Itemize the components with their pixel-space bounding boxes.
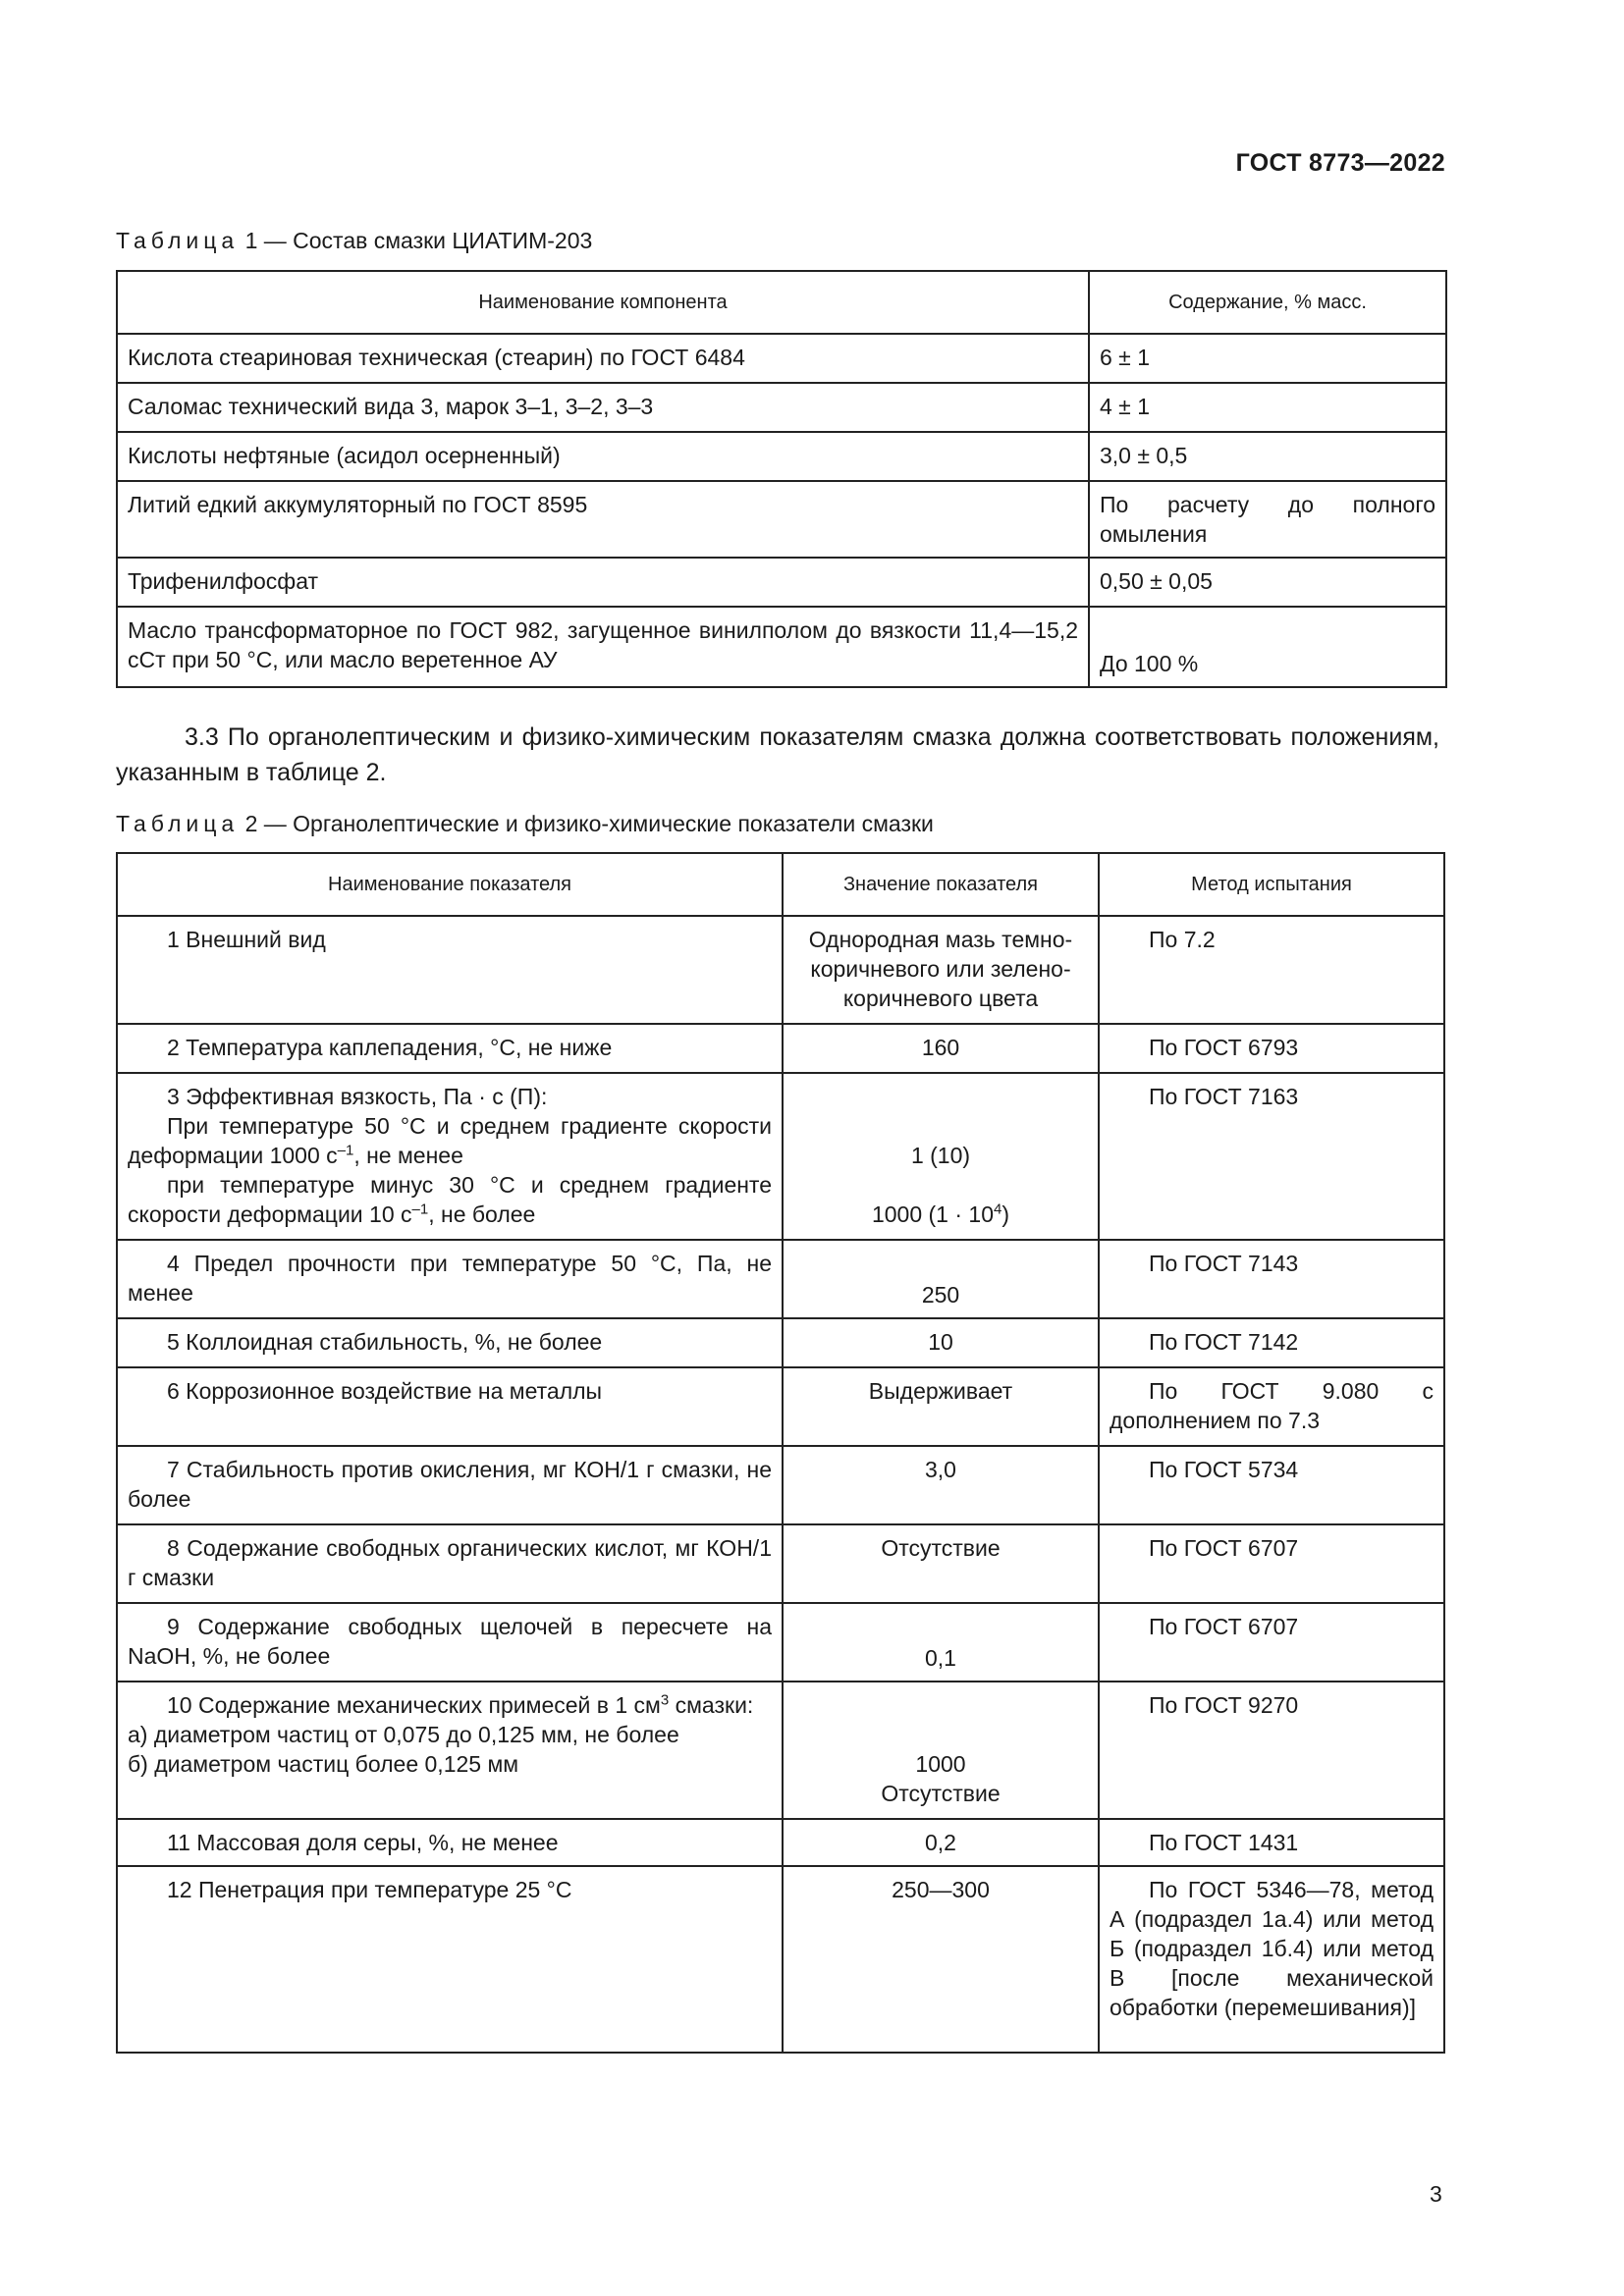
r3-line-a xyxy=(128,1111,772,1170)
table-row xyxy=(117,1524,1444,1603)
table1-caption-text: 1 — Состав смазки ЦИАТИМ-203 xyxy=(239,228,593,253)
table-row xyxy=(117,558,1446,607)
r10-name xyxy=(128,1690,772,1720)
table1-cell: Саломас технический вида 3, марок 3–1, 3–2, 3–3 xyxy=(117,383,1089,432)
table1-cell: Кислота стеариновая техническая (стеарин) по ГОСТ 6484 xyxy=(117,334,1089,383)
r3-a-exp: –1 xyxy=(337,1142,354,1159)
r3-vb-text: 1000 (1 · 10 xyxy=(871,1201,994,1227)
table-row xyxy=(117,1240,1444,1318)
table2-header-method: Метод испытания xyxy=(1099,853,1444,916)
table1-caption-word: Таблица xyxy=(116,228,240,253)
table2-caption-text: 2 — Органолептические и физико-химические показатели смазки xyxy=(239,811,934,836)
r9-method: По ГОСТ 6707 xyxy=(1099,1603,1444,1682)
table1-cell: 6 ± 1 xyxy=(1089,334,1446,383)
r3-name-cell xyxy=(117,1073,783,1240)
r1-name: 1 Внешний вид xyxy=(117,916,783,1024)
r3-name: 3 Эффективная вязкость, Па · с (П): xyxy=(167,1084,548,1109)
r6-value: Выдерживает xyxy=(783,1367,1099,1446)
r8-method: По ГОСТ 6707 xyxy=(1099,1524,1444,1603)
table1-cell: Литий едкий аккумуляторный по ГОСТ 8595 xyxy=(117,481,1089,558)
r10-line-b: б) диаметром частиц более 0,125 мм xyxy=(128,1751,519,1777)
table1-header-content: Содержание, % масс. xyxy=(1089,271,1446,334)
table1-cell: Кислоты нефтяные (асидол осерненный) xyxy=(117,432,1089,481)
table1-cell: До 100 % xyxy=(1089,607,1446,687)
table1-cell: 3,0 ± 0,5 xyxy=(1089,432,1446,481)
r3-method: По ГОСТ 7163 xyxy=(1099,1073,1444,1240)
r6-method: По ГОСТ 9.080 с дополнением по 7.3 xyxy=(1099,1367,1444,1446)
r10-method: По ГОСТ 9270 xyxy=(1099,1682,1444,1819)
table-row xyxy=(117,432,1446,481)
r10-name-cell xyxy=(117,1682,783,1819)
r10-value-cell xyxy=(783,1682,1099,1819)
table-row xyxy=(117,1446,1444,1524)
r8-name: 8 Содержание свободных органических кислот, мг КОН/1 г смазки xyxy=(117,1524,783,1603)
r7-name: 7 Стабильность против окисления, мг КОН/1 г смазки, не более xyxy=(117,1446,783,1524)
r2-method: По ГОСТ 6793 xyxy=(1099,1024,1444,1073)
r1-value: Однородная мазь темно-коричневого или зелено-коричневого цвета xyxy=(783,916,1099,1024)
r3-vb-tail: ) xyxy=(1001,1201,1010,1227)
r5-name: 5 Коллоидная стабильность, %, не более xyxy=(117,1318,783,1367)
table-row xyxy=(117,1318,1444,1367)
r11-name: 11 Массовая доля серы, %, не менее xyxy=(117,1819,783,1866)
r12-method: По ГОСТ 5346—78, метод А (подраздел 1а.4) или метод Б (подраздел 1б.4) или метод В [после механической обработки (перемешивания)] xyxy=(1099,1866,1444,2053)
table2-header-name: Наименование показателя xyxy=(117,853,783,916)
table2-header-value: Значение показателя xyxy=(783,853,1099,916)
table-row xyxy=(117,607,1446,687)
table1-cell: Трифенилфосфат xyxy=(117,558,1089,607)
table-row xyxy=(117,334,1446,383)
r9-value: 0,1 xyxy=(783,1603,1099,1682)
table1-caption xyxy=(116,228,592,254)
r4-name: 4 Предел прочности при температуре 50 °С, Па, не менее xyxy=(117,1240,783,1318)
table2-caption-word: Таблица xyxy=(116,811,240,836)
page-number: 3 xyxy=(1430,2181,1442,2207)
r3-a-text: При температуре 50 °С и среднем градиенте скорости деформации 1000 с xyxy=(128,1113,772,1168)
table2-caption xyxy=(116,811,934,837)
table2-header-row xyxy=(117,853,1444,916)
table-row xyxy=(117,1603,1444,1682)
paragraph-3-3: 3.3 По органолептическим и физико-химическим показателям смазка должна соответствовать положениям, указанным в таблице 2. xyxy=(116,723,1439,786)
r3-b-tail: , не более xyxy=(428,1201,536,1227)
table1-cell: Масло трансформаторное по ГОСТ 982, загущенное винилполом до вязкости 11,4—15,2 сСт при 50 °С, или масло веретенное АУ xyxy=(117,607,1089,687)
r10-name-text: 10 Содержание механических примесей в 1 см xyxy=(167,1692,661,1718)
r4-value: 250 xyxy=(783,1240,1099,1318)
r1-method: По 7.2 xyxy=(1099,916,1444,1024)
r3-line-b xyxy=(128,1170,772,1229)
r3-b-text: при температуре минус 30 °С и среднем градиенте скорости деформации 10 с xyxy=(128,1172,772,1227)
table1-header-row xyxy=(117,271,1446,334)
r10-name-tail: смазки: xyxy=(669,1692,754,1718)
r10-name-exp: 3 xyxy=(660,1691,670,1709)
table1-cell: 4 ± 1 xyxy=(1089,383,1446,432)
r3-value-cell xyxy=(783,1073,1099,1240)
table-row xyxy=(117,1819,1444,1866)
r7-method: По ГОСТ 5734 xyxy=(1099,1446,1444,1524)
r12-name: 12 Пенетрация при температуре 25 °С xyxy=(117,1866,783,2053)
r10-value-a: 1000 xyxy=(915,1751,966,1777)
table-row xyxy=(117,1866,1444,2053)
table-row xyxy=(117,916,1444,1024)
table1-cell: По расчету до полного омыления xyxy=(1089,481,1446,558)
r11-value: 0,2 xyxy=(783,1819,1099,1866)
table-row xyxy=(117,1367,1444,1446)
r5-method: По ГОСТ 7142 xyxy=(1099,1318,1444,1367)
table-row xyxy=(117,1682,1444,1819)
r9-name: 9 Содержание свободных щелочей в пересчете на NaOH, %, не более xyxy=(117,1603,783,1682)
table2 xyxy=(116,852,1445,2054)
table1-header-component: Наименование компонента xyxy=(117,271,1089,334)
r5-value: 10 xyxy=(783,1318,1099,1367)
r3-b-exp: –1 xyxy=(411,1201,429,1218)
r4-method: По ГОСТ 7143 xyxy=(1099,1240,1444,1318)
table1-cell: 0,50 ± 0,05 xyxy=(1089,558,1446,607)
r3-vb-exp: 4 xyxy=(994,1201,1002,1218)
r12-value: 250—300 xyxy=(783,1866,1099,2053)
table-row xyxy=(117,383,1446,432)
table-row xyxy=(117,1024,1444,1073)
r7-value: 3,0 xyxy=(783,1446,1099,1524)
table-row xyxy=(117,481,1446,558)
table-row xyxy=(117,1073,1444,1240)
document-header: ГОСТ 8773—2022 xyxy=(1235,149,1445,177)
r3-a-tail: , не менее xyxy=(353,1143,463,1168)
r10-line-a: а) диаметром частиц от 0,075 до 0,125 мм, не более xyxy=(128,1722,679,1747)
r6-name: 6 Коррозионное воздействие на металлы xyxy=(117,1367,783,1446)
table1 xyxy=(116,270,1447,688)
r11-method: По ГОСТ 1431 xyxy=(1099,1819,1444,1866)
r8-value: Отсутствие xyxy=(783,1524,1099,1603)
r2-value: 160 xyxy=(783,1024,1099,1073)
r10-value-b: Отсутствие xyxy=(881,1781,1001,1806)
r2-name: 2 Температура каплепадения, °С, не ниже xyxy=(117,1024,783,1073)
r3-value-a: 1 (10) xyxy=(910,1143,971,1168)
r3-value-b xyxy=(793,1200,1088,1229)
